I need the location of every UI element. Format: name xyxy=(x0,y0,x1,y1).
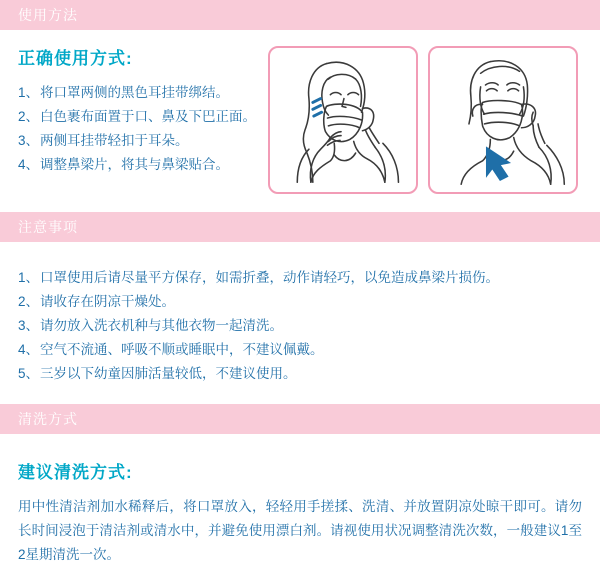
list-item xyxy=(18,266,582,290)
notes-section xyxy=(0,242,600,386)
note-text: 口罩使用后请尽量平方保存，如需折叠，动作请轻巧，以免造成鼻梁片损伤。 xyxy=(40,270,499,285)
list-item xyxy=(18,105,268,129)
note-number: 4、 xyxy=(18,342,40,357)
usage-step-list xyxy=(18,81,268,177)
note-text: 三岁以下幼童因肺活量较低，不建议使用。 xyxy=(40,366,297,381)
step-text: 白色裹布面置于口、鼻及下巴正面。 xyxy=(40,109,256,124)
note-text: 空气不流通、呼吸不顺或睡眠中，不建议佩戴。 xyxy=(40,342,324,357)
illustration-adjust-nose-piece xyxy=(268,46,418,194)
wash-section xyxy=(0,434,600,567)
wash-heading: 建议清洗方式: xyxy=(18,463,133,482)
list-item xyxy=(18,362,582,386)
section-header-usage xyxy=(0,0,600,30)
note-text: 请收存在阴凉干燥处。 xyxy=(40,294,175,309)
list-item xyxy=(18,153,268,177)
section-header-wash xyxy=(0,404,600,434)
step-number: 2、 xyxy=(18,109,40,124)
usage-illustrations xyxy=(268,46,578,194)
section-title-usage: 使用方法 xyxy=(18,7,78,23)
step-number: 3、 xyxy=(18,133,40,148)
direction-arrow xyxy=(486,147,509,180)
section-title-notes: 注意事项 xyxy=(18,219,78,235)
note-number: 1、 xyxy=(18,270,40,285)
note-number: 5、 xyxy=(18,366,40,381)
section-title-wash: 清洗方式 xyxy=(18,411,78,427)
step-number: 1、 xyxy=(18,85,40,100)
list-item xyxy=(18,81,268,105)
wash-paragraph: 用中性清洁剂加水稀释后，将口罩放入，轻轻用手搓揉、洗清、并放置阴凉处晾干即可。请勿长时间浸泡于清洁剂或清水中，并避免使用漂白剂。请视使用状况调整清洗次数，一般建议1至2星期清洗一次。 xyxy=(18,499,582,562)
illustration-put-on-ear-loop xyxy=(428,46,578,194)
list-item xyxy=(18,290,582,314)
list-item xyxy=(18,314,582,338)
woman-adjusting-mask-nose-piece-icon xyxy=(270,48,416,192)
step-text: 调整鼻梁片，将其与鼻梁贴合。 xyxy=(40,157,229,172)
step-text: 两侧耳挂带轻扣于耳朵。 xyxy=(40,133,189,148)
usage-section xyxy=(0,30,600,194)
usage-heading: 正确使用方式: xyxy=(18,49,133,68)
section-header-notes xyxy=(0,212,600,242)
usage-text-block xyxy=(18,44,268,177)
notes-list xyxy=(18,266,582,386)
note-number: 3、 xyxy=(18,318,40,333)
step-text: 将口罩两侧的黑色耳挂带绑结。 xyxy=(40,85,229,100)
step-number: 4、 xyxy=(18,157,40,172)
note-text: 请勿放入洗衣机种与其他衣物一起清洗。 xyxy=(40,318,283,333)
note-number: 2、 xyxy=(18,294,40,309)
woman-putting-on-mask-ear-loop-icon xyxy=(430,48,576,192)
motion-lines xyxy=(313,99,322,117)
list-item xyxy=(18,338,582,362)
list-item xyxy=(18,129,268,153)
